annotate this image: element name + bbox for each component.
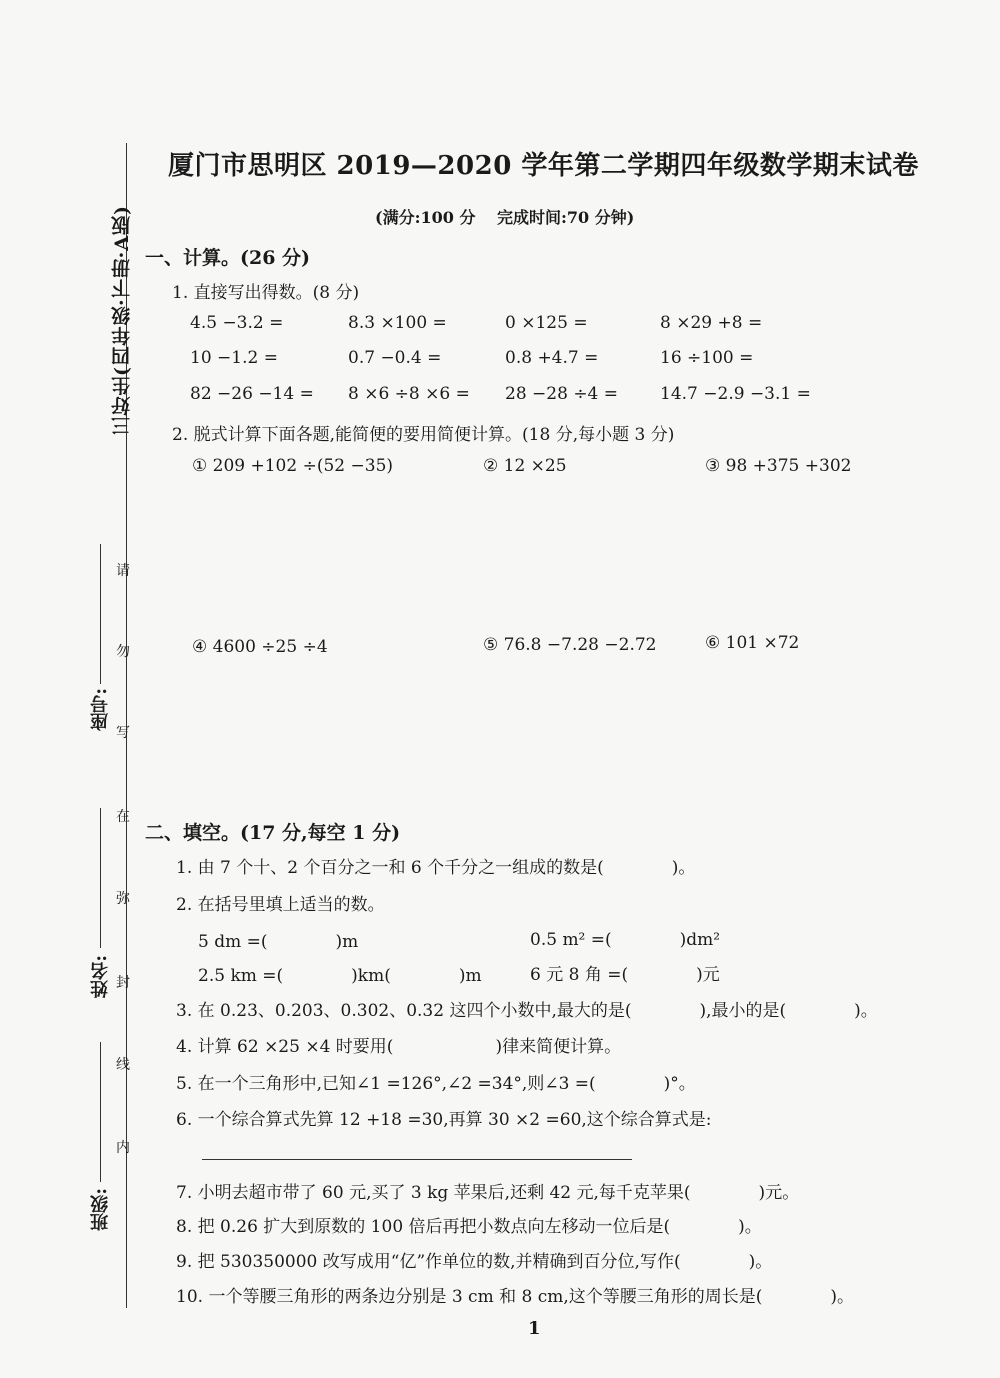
fill-question-2c: 2.5 km =( )km( )m <box>198 966 482 986</box>
oral-calc-item: 0.8 +4.7 = <box>505 348 599 368</box>
fill-question-10: 10. 一个等腰三角形的两条边分别是 3 cm 和 8 cm,这个等腰三角形的周长是( )。 <box>176 1287 855 1307</box>
step-calc-item: ① 209 +102 ÷(52 −35) <box>192 456 394 476</box>
seal-char: 线 <box>116 1057 130 1073</box>
step-calc-item: ③ 98 +375 +302 <box>705 456 852 476</box>
fill-question-3: 3. 在 0.23、0.203、0.302、0.32 这四个小数中,最大的是( ),最小的是( )。 <box>176 1001 878 1021</box>
name-blank <box>100 808 101 948</box>
step-calc-item: ⑥ 101 ×72 <box>705 633 800 653</box>
fill-question-2d: 6 元 8 角 =( )元 <box>530 965 720 985</box>
oral-calc-item: 28 −28 ÷4 = <box>505 384 619 404</box>
step-calc-item: ④ 4600 ÷25 ÷4 <box>192 637 328 657</box>
series-label: 三好生(四年级·下册·A版) <box>111 205 133 436</box>
oral-calc-item: 4.5 −3.2 = <box>190 313 284 333</box>
seal-char: 写 <box>116 725 130 741</box>
exam-title: 厦门市思明区 2019—2020 学年第二学期四年级数学期末试卷 <box>168 151 919 181</box>
section-2-heading: 二、填空。(17 分,每空 1 分) <box>145 822 401 844</box>
fill-question-5: 5. 在一个三角形中,已知∠1 =126°,∠2 =34°,则∠3 =( )°。 <box>176 1074 696 1094</box>
fill-question-2-label: 2. 在括号里填上适当的数。 <box>176 895 385 915</box>
seal-char: 内 <box>116 1140 130 1156</box>
class-blank <box>100 1042 101 1182</box>
seal-char: 勿 <box>116 644 130 660</box>
oral-calc-item: 8 ×6 ÷8 ×6 = <box>348 384 470 404</box>
oral-calc-item: 16 ÷100 = <box>660 348 754 368</box>
fill-question-6: 6. 一个综合算式先算 12 +18 =30,再算 30 ×2 =60,这个综合算式是: <box>176 1110 712 1130</box>
fill-question-7: 7. 小明去超市带了 60 元,买了 3 kg 苹果后,还剩 42 元,每千克苹果( )元。 <box>176 1183 800 1203</box>
oral-calc-item: 14.7 −2.9 −3.1 = <box>660 384 811 404</box>
oral-calc-item: 82 −26 −14 = <box>190 384 314 404</box>
section-1-heading: 一、计算。(26 分) <box>145 247 311 269</box>
seal-char: 请 <box>116 563 130 579</box>
exam-subtitle: (满分:100 分 完成时间:70 分钟) <box>375 208 635 227</box>
oral-calc-item: 0.7 −0.4 = <box>348 348 442 368</box>
fill-question-1: 1. 由 7 个十、2 个百分之一和 6 个千分之一组成的数是( )。 <box>176 858 696 878</box>
seal-char: 在 <box>116 809 130 825</box>
answer-line <box>202 1159 632 1160</box>
name-label: 姓名: <box>90 955 111 998</box>
fill-question-2b: 0.5 m² =( )dm² <box>530 930 721 950</box>
seat-number-blank <box>100 544 101 684</box>
seat-number-label: 座号: <box>90 688 111 731</box>
seal-char: 封 <box>116 975 130 991</box>
question-1-2-label: 2. 脱式计算下面各题,能简便的要用简便计算。(18 分,每小题 3 分) <box>172 425 675 445</box>
step-calc-item: ⑤ 76.8 −7.28 −2.72 <box>483 635 657 655</box>
oral-calc-item: 8 ×29 +8 = <box>660 313 763 333</box>
class-label: 班级: <box>90 1188 111 1231</box>
oral-calc-item: 8.3 ×100 = <box>348 313 447 333</box>
page-number: 1 <box>528 1318 541 1339</box>
fill-question-4: 4. 计算 62 ×25 ×4 时要用( )律来简便计算。 <box>176 1037 622 1057</box>
seal-char: 弥 <box>116 891 130 907</box>
fill-question-9: 9. 把 530350000 改写成用“亿”作单位的数,并精确到百分位,写作( )。 <box>176 1252 773 1272</box>
question-1-1-label: 1. 直接写出得数。(8 分) <box>172 283 360 303</box>
fill-question-2a: 5 dm =( )m <box>198 932 359 952</box>
fill-question-8: 8. 把 0.26 扩大到原数的 100 倍后再把小数点向左移动一位后是( )。 <box>176 1217 762 1237</box>
step-calc-item: ② 12 ×25 <box>483 456 567 476</box>
oral-calc-item: 0 ×125 = <box>505 313 588 333</box>
oral-calc-item: 10 −1.2 = <box>190 348 278 368</box>
